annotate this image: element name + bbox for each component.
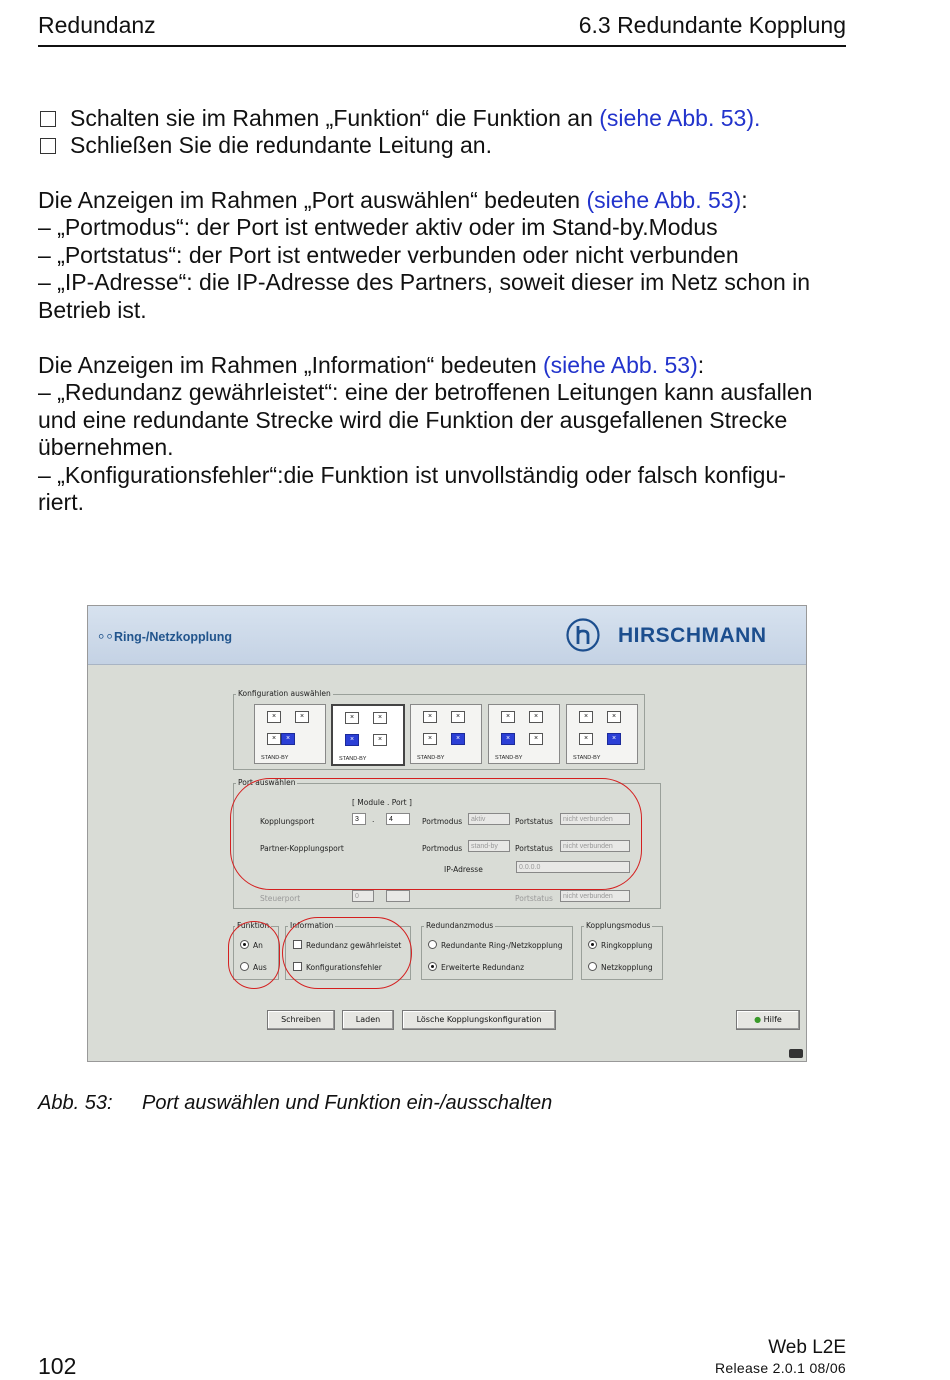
section-intro: Die Anzeigen im Rahmen „Information“ bedeuten (siehe Abb. 53): xyxy=(38,352,705,378)
brand-name: HIRSCHMANN xyxy=(618,624,767,647)
running-header-section: 6.3 Redundante Kopplung xyxy=(578,12,846,38)
page-number: 102 xyxy=(38,1353,77,1379)
partner-port-label: Partner-Kopplungsport xyxy=(260,844,344,853)
list-item: – „Redundanz gewährleistet“: eine der betroffenen Leitungen kann ausfallen xyxy=(38,379,813,406)
highlight-port-ellipse xyxy=(230,778,642,890)
product-name: Web L2E xyxy=(768,1337,846,1358)
release-info: Release 2.0.1 08/06 xyxy=(714,1360,846,1376)
step-list xyxy=(38,105,850,160)
konfigfehler-checkbox: Konfigurationsfehler xyxy=(293,962,382,972)
config-tile-selected[interactable]: × × × × STAND-BY xyxy=(331,704,405,766)
funktion-an-radio[interactable]: An xyxy=(240,940,263,950)
hirschmann-logo-icon xyxy=(566,618,600,652)
module-input[interactable]: 3 xyxy=(352,813,366,825)
highlight-funktion-ellipse xyxy=(228,921,280,989)
config-group: Konfiguration auswählen xyxy=(233,694,645,770)
step-item: Schalten sie im Rahmen „Funktion“ die Funktion an (siehe Abb. 53). xyxy=(38,105,850,132)
port-group: Port auswählen xyxy=(233,783,661,909)
list-item: Betrieb ist. xyxy=(38,296,147,323)
loesche-button[interactable]: Lösche Kopplungskonfiguration xyxy=(402,1010,556,1030)
port-input[interactable]: 4 xyxy=(386,813,410,825)
funktion-group: Funktion xyxy=(233,926,279,980)
kopmodus-netz-radio[interactable]: Netzkopplung xyxy=(588,962,653,972)
status-icon xyxy=(789,1049,803,1058)
list-item: übernehmen. xyxy=(38,434,174,461)
steuerport-label: Steuerport xyxy=(260,894,301,903)
redundanzmodus-group: Redundanzmodus xyxy=(421,926,573,980)
config-tile[interactable]: × × × × STAND-BY xyxy=(254,704,326,764)
figure-reference[interactable]: (siehe Abb. 53) xyxy=(586,187,742,213)
checkbox-icon xyxy=(40,138,56,154)
portstatus-field: nicht verbunden xyxy=(560,813,630,825)
step-item: Schließen Sie die redundante Leitung an. xyxy=(38,132,850,159)
ip-label: IP-Adresse xyxy=(444,865,483,874)
list-item: und eine redundante Strecke wird die Funktion der ausgefallenen Strecke xyxy=(38,406,788,433)
highlight-information-ellipse xyxy=(282,917,412,989)
partner-portstatus-field: nicht verbunden xyxy=(560,840,630,852)
list-item: – „IP-Adresse“: die IP-Adresse des Partners, soweit dieser im Netz schon in xyxy=(38,269,811,296)
port-section xyxy=(38,187,850,324)
app-icon: ⚪⚪ xyxy=(97,632,114,643)
schreiben-button[interactable]: Schreiben xyxy=(267,1010,335,1030)
partner-portmodus-field: stand-by xyxy=(468,840,510,852)
figure-reference[interactable]: (siehe Abb. 53). xyxy=(599,105,761,131)
config-tile[interactable]: × × × × STAND-BY xyxy=(488,704,560,764)
module-port-header: [ Module . Port ] xyxy=(352,798,412,807)
help-icon: ● xyxy=(754,1015,762,1024)
caption-label: Abb. 53: xyxy=(38,1092,113,1114)
checkbox-icon xyxy=(40,111,56,127)
config-tile[interactable]: × × × × STAND-BY xyxy=(410,704,482,764)
list-item: – „Portstatus“: der Port ist entweder verbunden oder nicht verbunden xyxy=(38,241,739,268)
figure-screenshot: ⚪⚪ Ring-/Netzkopplung HIRSCHMANN Konfiguration auswählen × × × × STAND-BY × × × × STAND-BY × × × × STAND-BY × × × × STAND-BY × × × × STAND-BY Port auswählen [ Module . Port ] Kopplungsport 3 . 4 Portmodus aktiv Portstatus nicht verbunden Partner-Kopplungsport Portmodus stand-by Portstatus nicht verbunden IP-Adresse 0.0.0.0 Steuerport 0 Portstatus nicht verbunden Funktion An Aus Information Redundanz gewährleistet Konfigurationsfehler Redundanzmodus Redundante Ring-/Netzkopplung Erweiterte Redundanz Kopplungsmodus Ringkopplung Netzkopplung Schreiben Laden Lösche Kopplungskonfiguration ● Hilfe xyxy=(87,605,807,1062)
steuer-port-input[interactable] xyxy=(386,890,410,902)
caption-text: Port auswählen und Funktion ein-/ausschalten xyxy=(142,1092,553,1114)
funktion-aus-radio[interactable]: Aus xyxy=(240,962,267,972)
figure-reference[interactable]: (siehe Abb. 53) xyxy=(543,352,698,378)
list-item: riert. xyxy=(38,489,84,516)
info-section xyxy=(38,352,850,516)
kopplungsmodus-group: Kopplungsmodus xyxy=(581,926,663,980)
list-item: – „Konfigurationsfehler“:die Funktion ist unvollständig oder falsch konfigu- xyxy=(38,461,786,488)
portmodus-field: aktiv xyxy=(468,813,510,825)
section-intro: Die Anzeigen im Rahmen „Port auswählen“ bedeuten (siehe Abb. 53): xyxy=(38,187,748,213)
information-group: Information xyxy=(285,926,411,980)
list-item: – „Portmodus“: der Port ist entweder aktiv oder im Stand-by.Modus xyxy=(38,214,718,241)
app-banner xyxy=(88,606,806,665)
kopplungsport-label: Kopplungsport xyxy=(260,817,315,826)
redmodus-erweitert-radio[interactable]: Erweiterte Redundanz xyxy=(428,962,524,972)
kopmodus-ring-radio[interactable]: Ringkopplung xyxy=(588,940,652,950)
app-title: Ring-/Netzkopplung xyxy=(114,630,233,644)
header-rule xyxy=(38,45,846,47)
running-header-chapter: Redundanz xyxy=(38,12,156,38)
redmodus-ring-radio[interactable]: Redundante Ring-/Netzkopplung xyxy=(428,940,563,950)
config-tile[interactable]: × × × × STAND-BY xyxy=(566,704,638,764)
figure-caption xyxy=(38,1092,552,1115)
hilfe-button[interactable]: ● Hilfe xyxy=(736,1010,800,1030)
steuer-portstatus-field: nicht verbunden xyxy=(560,890,630,902)
steuer-module-input[interactable]: 0 xyxy=(352,890,374,902)
ip-field: 0.0.0.0 xyxy=(516,861,630,873)
laden-button[interactable]: Laden xyxy=(342,1010,394,1030)
redundanz-checkbox: Redundanz gewährleistet xyxy=(293,940,401,950)
